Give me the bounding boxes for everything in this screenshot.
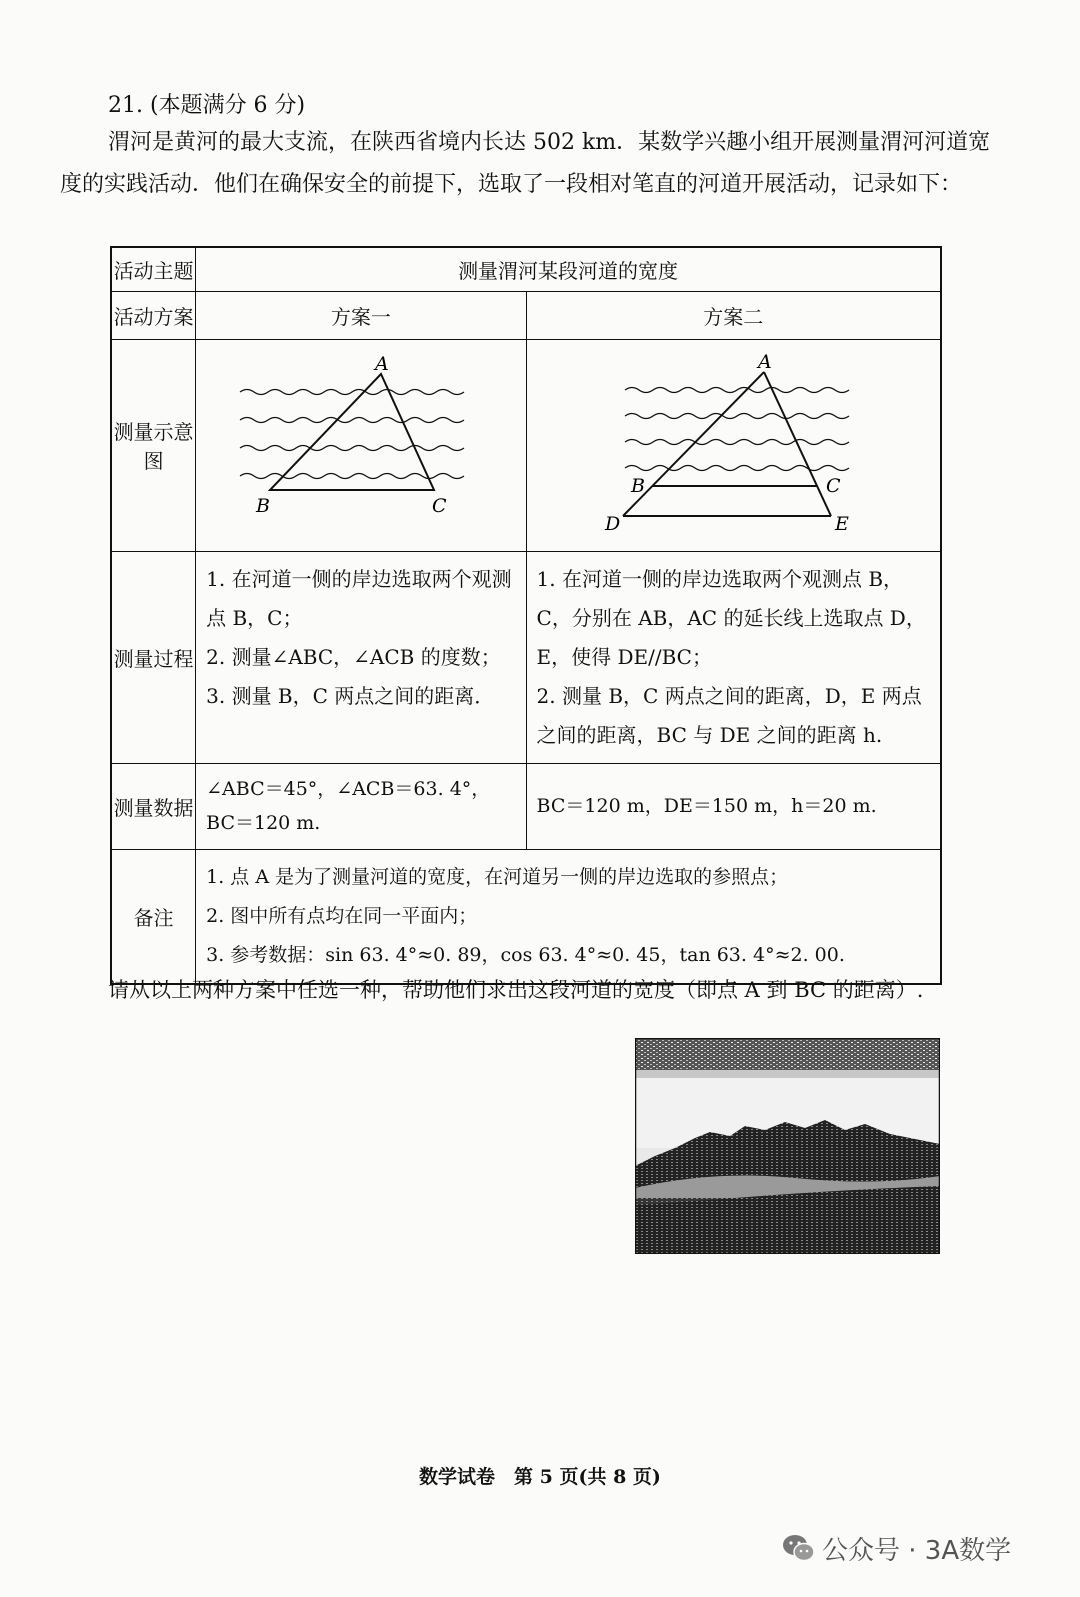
- note-line-2: 2. 图中所有点均在同一平面内；: [206, 904, 478, 927]
- row-data: [111, 763, 941, 849]
- point-c-label: C: [432, 494, 447, 517]
- plan1-step-1: 1. 在河道一侧的岸边选取两个观测点 B，C；: [206, 566, 512, 630]
- plan1-data: [196, 763, 526, 849]
- label-theme: 活动主题: [111, 247, 196, 291]
- point-c-label: C: [825, 474, 841, 497]
- label-plan: 活动方案: [111, 291, 196, 339]
- river-photo: [635, 1038, 940, 1254]
- diagram1-cell: [196, 339, 526, 551]
- label-diagram: 测量示意图: [111, 339, 196, 551]
- row-process: [111, 551, 941, 763]
- note-line-1: 1. 点 A 是为了测量河道的宽度，在河道另一侧的岸边选取的参照点；: [206, 865, 789, 888]
- note-line-3: 3. 参考数据：sin 63. 4°≈0. 89，cos 63. 4°≈0. 45，tan 63. 4°≈2. 00.: [206, 943, 845, 966]
- plan2-data: BC＝120 m，DE＝150 m，h＝20 m.: [526, 763, 941, 849]
- plan1-step-3: 3. 测量 B，C 两点之间的距离．: [206, 683, 495, 708]
- row-plan: [111, 291, 941, 339]
- plan1-data-line-1: ∠ABC＝45°，∠ACB＝63. 4°，: [206, 778, 491, 800]
- label-note: 备注: [111, 849, 196, 984]
- plan2-header: 方案二: [526, 291, 941, 339]
- point-b-label: B: [630, 474, 645, 497]
- label-data: 测量数据: [111, 763, 196, 849]
- plan1-header: 方案一: [196, 291, 526, 339]
- diagram2: [527, 340, 927, 546]
- plan1-step-2: 2. 测量∠ABC，∠ACB 的度数；: [206, 644, 501, 669]
- plan1-data-line-2: BC＝120 m.: [206, 812, 321, 834]
- point-d-label: D: [604, 512, 620, 535]
- label-process: 测量过程: [111, 551, 196, 763]
- activity-record-table: [110, 246, 942, 985]
- question-prompt: 请从以上两种方案中任选一种，帮助他们求出这段河道的宽度（即点 A 到 BC 的距离）.: [108, 978, 924, 1002]
- watermark: 公众号 · 3A数学: [822, 1536, 1012, 1566]
- point-a-label: A: [375, 352, 389, 375]
- line-ae: [764, 372, 831, 516]
- wechat-icon: [782, 1533, 816, 1563]
- point-e-label: E: [834, 512, 849, 535]
- point-a-label: A: [757, 350, 772, 373]
- diagram1: [196, 340, 512, 546]
- river-waves: [240, 389, 464, 478]
- theme-value: 测量渭河某段河道的宽度: [196, 247, 941, 291]
- plan2-step-2: 2. 测量 B，C 两点之间的距离，D，E 两点之间的距离，BC 与 DE 之间的距离 h.: [536, 683, 922, 747]
- page-footer: 数学试卷 第 5 页(共 8 页): [419, 1466, 661, 1488]
- question-paragraph: 渭河是黄河的最大支流，在陕西省境内长达 502 km．某数学兴趣小组开展测量渭河河道宽度的实践活动．他们在确保安全的前提下，选取了一段相对笔直的河道开展活动，记录如下：: [60, 130, 991, 197]
- row-diagram: [111, 339, 941, 551]
- row-theme: [111, 247, 941, 291]
- plan2-step-1: 1. 在河道一侧的岸边选取两个观测点 B，C，分别在 AB，AC 的延长线上选取点 D，E，使得 DE//BC；: [536, 566, 926, 669]
- plan1-process: [196, 551, 526, 763]
- row-note: [111, 849, 941, 984]
- point-b-label: B: [256, 494, 271, 517]
- note-cell: [196, 849, 941, 984]
- plan2-process: [526, 551, 941, 763]
- diagram2-cell: [526, 339, 941, 551]
- question-header: 21. (本题满分 6 分): [108, 93, 306, 118]
